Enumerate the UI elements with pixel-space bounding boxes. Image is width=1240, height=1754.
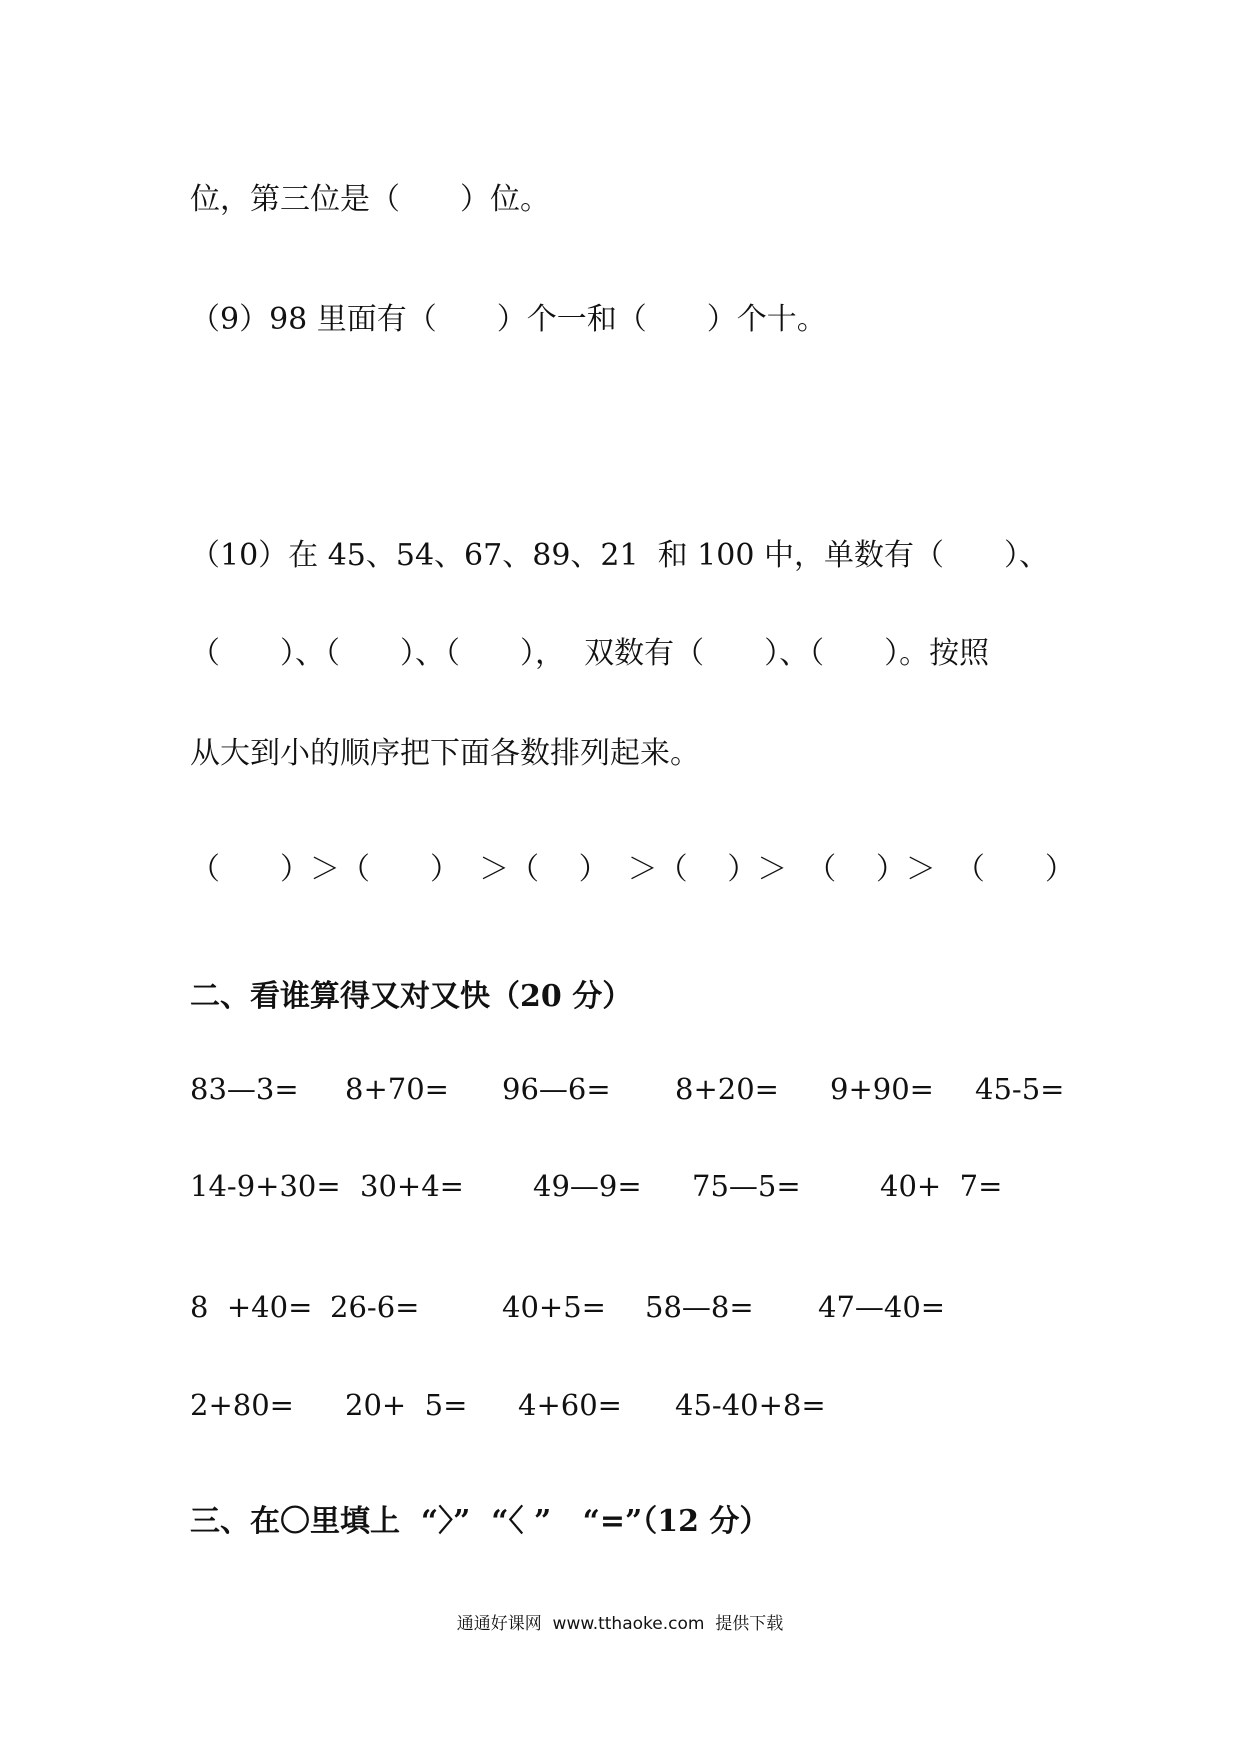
section-2-title: 二、看谁算得又对又快（20 分） bbox=[190, 979, 633, 1014]
arith-item: 9+90= bbox=[830, 1072, 934, 1106]
arith-item: 40+5= bbox=[502, 1290, 606, 1324]
arith-item: 49—9= bbox=[533, 1169, 642, 1203]
arith-item: 26-6= bbox=[330, 1290, 420, 1324]
arith-item: 96—6= bbox=[502, 1072, 611, 1106]
arith-item: 45-5= bbox=[975, 1072, 1065, 1106]
arith-item: 30+4= bbox=[360, 1169, 464, 1203]
question-10-line-3: 从大到小的顺序把下面各数排列起来。 bbox=[190, 736, 700, 771]
footer-source-note: 通通好课网 www.tthaoke.com 提供下载 bbox=[456, 1614, 784, 1634]
arith-item: 20+ 5= bbox=[345, 1388, 468, 1422]
arith-item: 75—5= bbox=[692, 1169, 801, 1203]
arith-row-1 bbox=[0, 1069, 1240, 1109]
arith-item: 8 +40= bbox=[190, 1290, 313, 1324]
arith-item: 14-9+30= bbox=[190, 1169, 341, 1203]
arith-item: 47—40= bbox=[818, 1290, 946, 1324]
arith-item: 83—3= bbox=[190, 1072, 299, 1106]
arith-item: 58—8= bbox=[645, 1290, 754, 1324]
arith-row-2 bbox=[0, 1166, 1240, 1206]
ordering-blanks: （ ）＞（ ） ＞（ ） ＞（ ）＞ （ ）＞ （ ） bbox=[190, 852, 1075, 887]
arith-item: 4+60= bbox=[518, 1388, 622, 1422]
question-10-line-2: （ ）、（ ）、（ ）， 双数有（ ）、（ ）。按照 bbox=[190, 636, 990, 671]
arith-row-3 bbox=[0, 1287, 1240, 1327]
arith-item: 8+20= bbox=[675, 1072, 779, 1106]
arith-item: 45-40+8= bbox=[675, 1388, 826, 1422]
arith-item: 8+70= bbox=[345, 1072, 449, 1106]
arith-item: 2+80= bbox=[190, 1388, 294, 1422]
question-9: （9）98 里面有（ ）个一和（ ）个十。 bbox=[190, 302, 827, 337]
arith-row-4 bbox=[0, 1385, 1240, 1425]
arith-item: 40+ 7= bbox=[880, 1169, 1003, 1203]
section-3-title: 三、在〇里填上 “〉” “〈 ” “=”（12 分） bbox=[190, 1504, 770, 1539]
question-8-continuation: 位，第三位是（ ）位。 bbox=[190, 182, 550, 217]
question-10-line-1: （10）在 45、54、67、89、21 和 100 中，单数有（ ）、 bbox=[190, 538, 1049, 573]
